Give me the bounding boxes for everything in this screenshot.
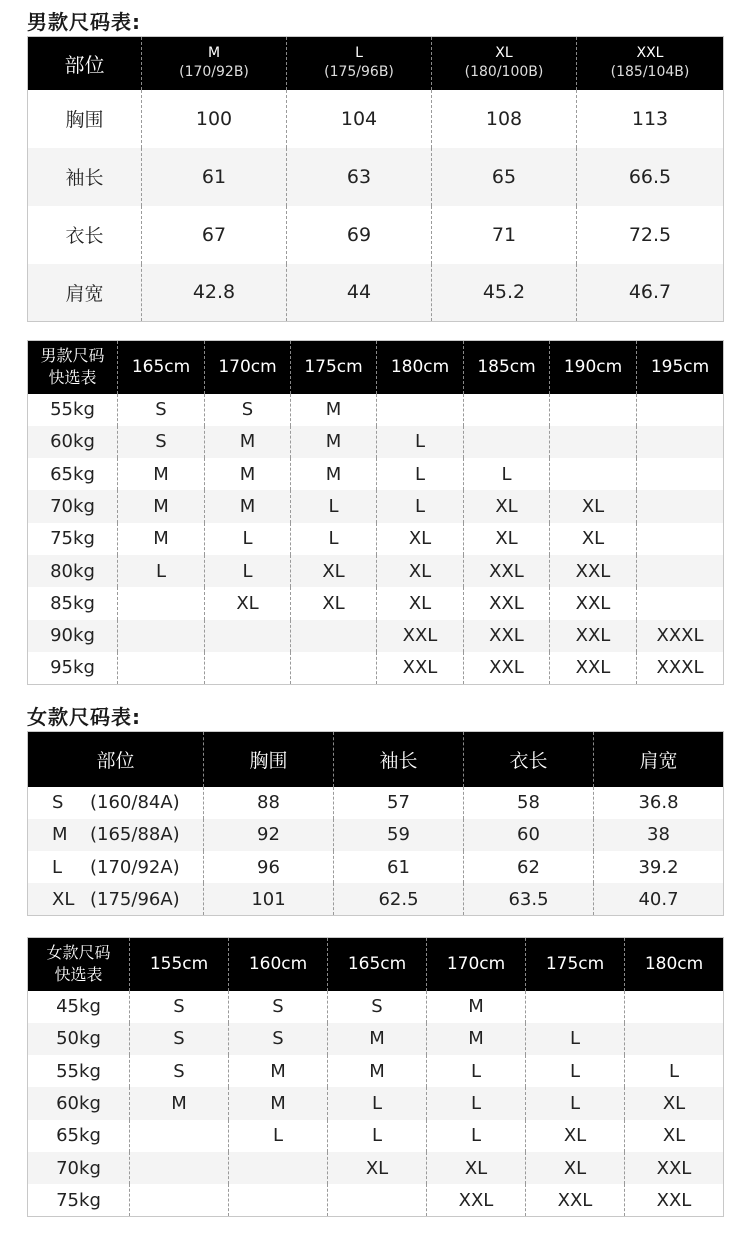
size-cell xyxy=(130,1184,229,1216)
measurement-cell: 61 xyxy=(334,851,464,883)
part-label: 胸围 xyxy=(28,90,142,148)
measurement-cell: 100 xyxy=(142,90,287,148)
measurement-cell: 71 xyxy=(432,206,577,264)
quick-select-corner xyxy=(28,341,118,394)
table-row xyxy=(28,1087,724,1119)
table-row xyxy=(28,426,724,458)
table-row xyxy=(28,555,724,587)
table-row xyxy=(28,819,724,851)
measurement-cell: 63.5 xyxy=(464,883,594,915)
weight-label: 65kg xyxy=(28,458,118,490)
size-cell: S xyxy=(130,1023,229,1055)
size-spec-cell xyxy=(28,851,204,883)
size-cell: M xyxy=(427,1023,526,1055)
size-cell: XXL xyxy=(550,620,637,652)
measurement-header: 胸围 xyxy=(204,732,334,787)
size-cell xyxy=(291,620,377,652)
size-cell: M xyxy=(291,426,377,458)
weight-label: 50kg xyxy=(28,1023,130,1055)
men-size-table xyxy=(27,36,724,322)
size-spec: (175/96B) xyxy=(324,64,394,81)
size-cell: M xyxy=(118,458,205,490)
measurement-cell: 104 xyxy=(287,90,432,148)
size-cell: XXL xyxy=(464,587,550,619)
size-cell xyxy=(118,587,205,619)
size-cell: XXL xyxy=(464,555,550,587)
size-cell: XL xyxy=(377,555,464,587)
size-cell: M xyxy=(205,458,291,490)
men-size-table-title: 男款尺码表: xyxy=(27,10,141,34)
measurement-cell: 36.8 xyxy=(594,787,724,819)
height-header: 195cm xyxy=(637,341,724,394)
size-spec-cell xyxy=(28,819,204,851)
size-spec: (165/88A) xyxy=(90,824,180,846)
weight-label: 70kg xyxy=(28,1152,130,1184)
size-cell: L xyxy=(427,1087,526,1119)
measurement-cell: 108 xyxy=(432,90,577,148)
measurement-cell: 38 xyxy=(594,819,724,851)
height-header: 165cm xyxy=(118,341,205,394)
size-label: L xyxy=(52,856,63,878)
size-label: M xyxy=(207,45,221,62)
size-header xyxy=(142,37,287,90)
size-cell: L xyxy=(291,523,377,555)
table-row xyxy=(28,1055,724,1087)
measurement-cell: 72.5 xyxy=(577,206,724,264)
weight-label: 55kg xyxy=(28,394,118,426)
size-cell: L xyxy=(118,555,205,587)
size-cell: L xyxy=(205,555,291,587)
weight-label: 55kg xyxy=(28,1055,130,1087)
table-row xyxy=(28,991,724,1023)
size-cell xyxy=(625,991,724,1023)
measurement-cell: 96 xyxy=(204,851,334,883)
measurement-cell: 44 xyxy=(287,264,432,322)
size-label: M xyxy=(52,824,68,846)
size-cell: XL xyxy=(550,490,637,522)
table-row xyxy=(28,587,724,619)
corner-line1: 男款尺码 xyxy=(40,346,105,366)
size-cell: L xyxy=(377,426,464,458)
weight-label: 80kg xyxy=(28,555,118,587)
size-cell xyxy=(130,1120,229,1152)
part-label: 肩宽 xyxy=(28,264,142,322)
size-cell: S xyxy=(118,426,205,458)
size-cell xyxy=(550,394,637,426)
measurement-header: 衣长 xyxy=(464,732,594,787)
part-label: 衣长 xyxy=(28,206,142,264)
size-spec: (175/96A) xyxy=(90,888,180,910)
size-cell xyxy=(637,490,724,522)
height-header: 155cm xyxy=(130,938,229,991)
size-cell: L xyxy=(229,1120,328,1152)
size-cell xyxy=(464,394,550,426)
size-label: XXL xyxy=(636,45,664,62)
size-spec-cell xyxy=(28,787,204,819)
size-cell xyxy=(637,394,724,426)
table-row xyxy=(28,1152,724,1184)
size-cell xyxy=(130,1152,229,1184)
size-cell: XL xyxy=(464,523,550,555)
size-cell xyxy=(550,426,637,458)
size-cell: M xyxy=(229,1087,328,1119)
weight-label: 60kg xyxy=(28,426,118,458)
size-cell: L xyxy=(427,1055,526,1087)
size-cell: XXL xyxy=(625,1184,724,1216)
measurement-cell: 62.5 xyxy=(334,883,464,915)
size-cell: L xyxy=(377,458,464,490)
table-row xyxy=(28,851,724,883)
size-cell: L xyxy=(526,1087,625,1119)
size-cell: S xyxy=(118,394,205,426)
size-cell: XL xyxy=(625,1087,724,1119)
size-cell: L xyxy=(328,1120,427,1152)
table-row xyxy=(28,1184,724,1216)
table-row xyxy=(28,620,724,652)
weight-label: 85kg xyxy=(28,587,118,619)
size-cell: M xyxy=(205,490,291,522)
header-row xyxy=(28,938,724,991)
size-cell xyxy=(637,523,724,555)
table-row xyxy=(28,394,724,426)
part-header: 部位 xyxy=(28,732,204,787)
table-row xyxy=(28,1120,724,1152)
weight-label: 70kg xyxy=(28,490,118,522)
size-cell: L xyxy=(427,1120,526,1152)
height-header: 190cm xyxy=(550,341,637,394)
size-cell: S xyxy=(229,1023,328,1055)
size-cell: XL xyxy=(550,523,637,555)
height-header: 170cm xyxy=(205,341,291,394)
size-cell: XXL xyxy=(526,1184,625,1216)
table-row xyxy=(28,652,724,684)
measurement-cell: 113 xyxy=(577,90,724,148)
table-row xyxy=(28,458,724,490)
measurement-cell: 60 xyxy=(464,819,594,851)
measurement-cell: 42.8 xyxy=(142,264,287,322)
size-cell: S xyxy=(229,991,328,1023)
weight-label: 75kg xyxy=(28,1184,130,1216)
size-cell xyxy=(229,1184,328,1216)
part-label: 袖长 xyxy=(28,148,142,206)
measurement-cell: 63 xyxy=(287,148,432,206)
size-spec: (185/104B) xyxy=(610,64,690,81)
size-label: XL xyxy=(495,45,513,62)
size-cell: M xyxy=(229,1055,328,1087)
size-cell: XL xyxy=(291,587,377,619)
size-cell: M xyxy=(328,1023,427,1055)
size-cell: XXXL xyxy=(637,620,724,652)
part-header: 部位 xyxy=(28,37,142,90)
measurement-cell: 61 xyxy=(142,148,287,206)
size-header xyxy=(577,37,724,90)
measurement-cell: 67 xyxy=(142,206,287,264)
size-cell: XL xyxy=(427,1152,526,1184)
women-size-table-title: 女款尺码表: xyxy=(27,705,141,729)
table-row xyxy=(28,490,724,522)
size-cell: L xyxy=(464,458,550,490)
corner-line2: 快选表 xyxy=(54,965,103,985)
measurement-cell: 39.2 xyxy=(594,851,724,883)
measurement-cell: 88 xyxy=(204,787,334,819)
size-cell: L xyxy=(526,1023,625,1055)
size-cell: XXL xyxy=(377,652,464,684)
size-label: S xyxy=(52,792,64,814)
size-cell xyxy=(377,394,464,426)
measurement-cell: 46.7 xyxy=(577,264,724,322)
height-header: 175cm xyxy=(526,938,625,991)
size-cell: XXL xyxy=(377,620,464,652)
measurement-cell: 92 xyxy=(204,819,334,851)
height-header: 180cm xyxy=(625,938,724,991)
size-cell: XXL xyxy=(625,1152,724,1184)
table-row xyxy=(28,264,724,322)
weight-label: 95kg xyxy=(28,652,118,684)
size-cell: M xyxy=(328,1055,427,1087)
quick-select-corner xyxy=(28,938,130,991)
size-cell: L xyxy=(291,490,377,522)
size-spec: (180/100B) xyxy=(464,64,544,81)
size-cell: M xyxy=(118,490,205,522)
size-spec: (170/92B) xyxy=(179,64,249,81)
measurement-cell: 58 xyxy=(464,787,594,819)
size-cell: XL xyxy=(377,587,464,619)
size-cell xyxy=(118,620,205,652)
size-cell xyxy=(291,652,377,684)
size-cell: XXL xyxy=(427,1184,526,1216)
size-cell: XL xyxy=(625,1120,724,1152)
size-cell: L xyxy=(377,490,464,522)
size-cell: XL xyxy=(526,1152,625,1184)
size-cell: XXL xyxy=(550,587,637,619)
height-header: 165cm xyxy=(328,938,427,991)
size-cell: S xyxy=(130,1055,229,1087)
header-row xyxy=(28,341,724,394)
measurement-cell: 69 xyxy=(287,206,432,264)
height-header: 180cm xyxy=(377,341,464,394)
size-cell xyxy=(625,1023,724,1055)
size-cell: M xyxy=(205,426,291,458)
table-row xyxy=(28,206,724,264)
size-cell xyxy=(229,1152,328,1184)
size-cell xyxy=(464,426,550,458)
measurement-cell: 57 xyxy=(334,787,464,819)
table-row xyxy=(28,883,724,915)
size-cell: XL xyxy=(526,1120,625,1152)
measurement-cell: 59 xyxy=(334,819,464,851)
size-cell xyxy=(637,555,724,587)
size-cell: XL xyxy=(464,490,550,522)
size-cell: XL xyxy=(291,555,377,587)
size-cell: XXXL xyxy=(637,652,724,684)
height-header: 185cm xyxy=(464,341,550,394)
size-cell: M xyxy=(291,394,377,426)
measurement-header: 肩宽 xyxy=(594,732,724,787)
size-cell: L xyxy=(625,1055,724,1087)
size-cell xyxy=(637,458,724,490)
size-cell: M xyxy=(118,523,205,555)
size-cell xyxy=(328,1184,427,1216)
size-cell: S xyxy=(205,394,291,426)
header-row xyxy=(28,37,724,90)
weight-label: 45kg xyxy=(28,991,130,1023)
size-cell: S xyxy=(328,991,427,1023)
corner-line2: 快选表 xyxy=(48,368,97,388)
height-header: 160cm xyxy=(229,938,328,991)
size-spec: (160/84A) xyxy=(90,792,180,814)
size-cell: XL xyxy=(328,1152,427,1184)
table-row xyxy=(28,148,724,206)
size-label: L xyxy=(355,45,363,62)
table-row xyxy=(28,523,724,555)
size-cell xyxy=(550,458,637,490)
size-cell: XL xyxy=(377,523,464,555)
measurement-cell: 62 xyxy=(464,851,594,883)
size-spec-cell xyxy=(28,883,204,915)
measurement-cell: 40.7 xyxy=(594,883,724,915)
weight-label: 60kg xyxy=(28,1087,130,1119)
size-cell: XXL xyxy=(464,620,550,652)
size-cell: L xyxy=(205,523,291,555)
table-row xyxy=(28,787,724,819)
size-cell: M xyxy=(130,1087,229,1119)
header-row xyxy=(28,732,724,787)
size-cell: L xyxy=(526,1055,625,1087)
men-quick-select-table xyxy=(27,340,724,685)
size-cell xyxy=(205,652,291,684)
women-size-table xyxy=(27,731,724,916)
size-cell xyxy=(637,587,724,619)
weight-label: 65kg xyxy=(28,1120,130,1152)
size-cell: XL xyxy=(205,587,291,619)
size-spec: (170/92A) xyxy=(90,856,180,878)
size-cell: XXL xyxy=(550,555,637,587)
size-cell: S xyxy=(130,991,229,1023)
size-cell: M xyxy=(291,458,377,490)
size-cell: XXL xyxy=(550,652,637,684)
size-cell: XXL xyxy=(464,652,550,684)
measurement-header: 袖长 xyxy=(334,732,464,787)
women-quick-select-table xyxy=(27,937,724,1217)
height-header: 170cm xyxy=(427,938,526,991)
measurement-cell: 101 xyxy=(204,883,334,915)
table-row xyxy=(28,1023,724,1055)
size-cell: L xyxy=(328,1087,427,1119)
size-header xyxy=(287,37,432,90)
height-header: 175cm xyxy=(291,341,377,394)
size-label: XL xyxy=(52,888,75,910)
weight-label: 75kg xyxy=(28,523,118,555)
measurement-cell: 66.5 xyxy=(577,148,724,206)
table-row xyxy=(28,90,724,148)
size-header xyxy=(432,37,577,90)
size-cell xyxy=(118,652,205,684)
measurement-cell: 45.2 xyxy=(432,264,577,322)
corner-line1: 女款尺码 xyxy=(46,943,111,963)
size-cell: M xyxy=(427,991,526,1023)
weight-label: 90kg xyxy=(28,620,118,652)
size-cell xyxy=(637,426,724,458)
measurement-cell: 65 xyxy=(432,148,577,206)
size-cell xyxy=(526,991,625,1023)
size-cell xyxy=(205,620,291,652)
